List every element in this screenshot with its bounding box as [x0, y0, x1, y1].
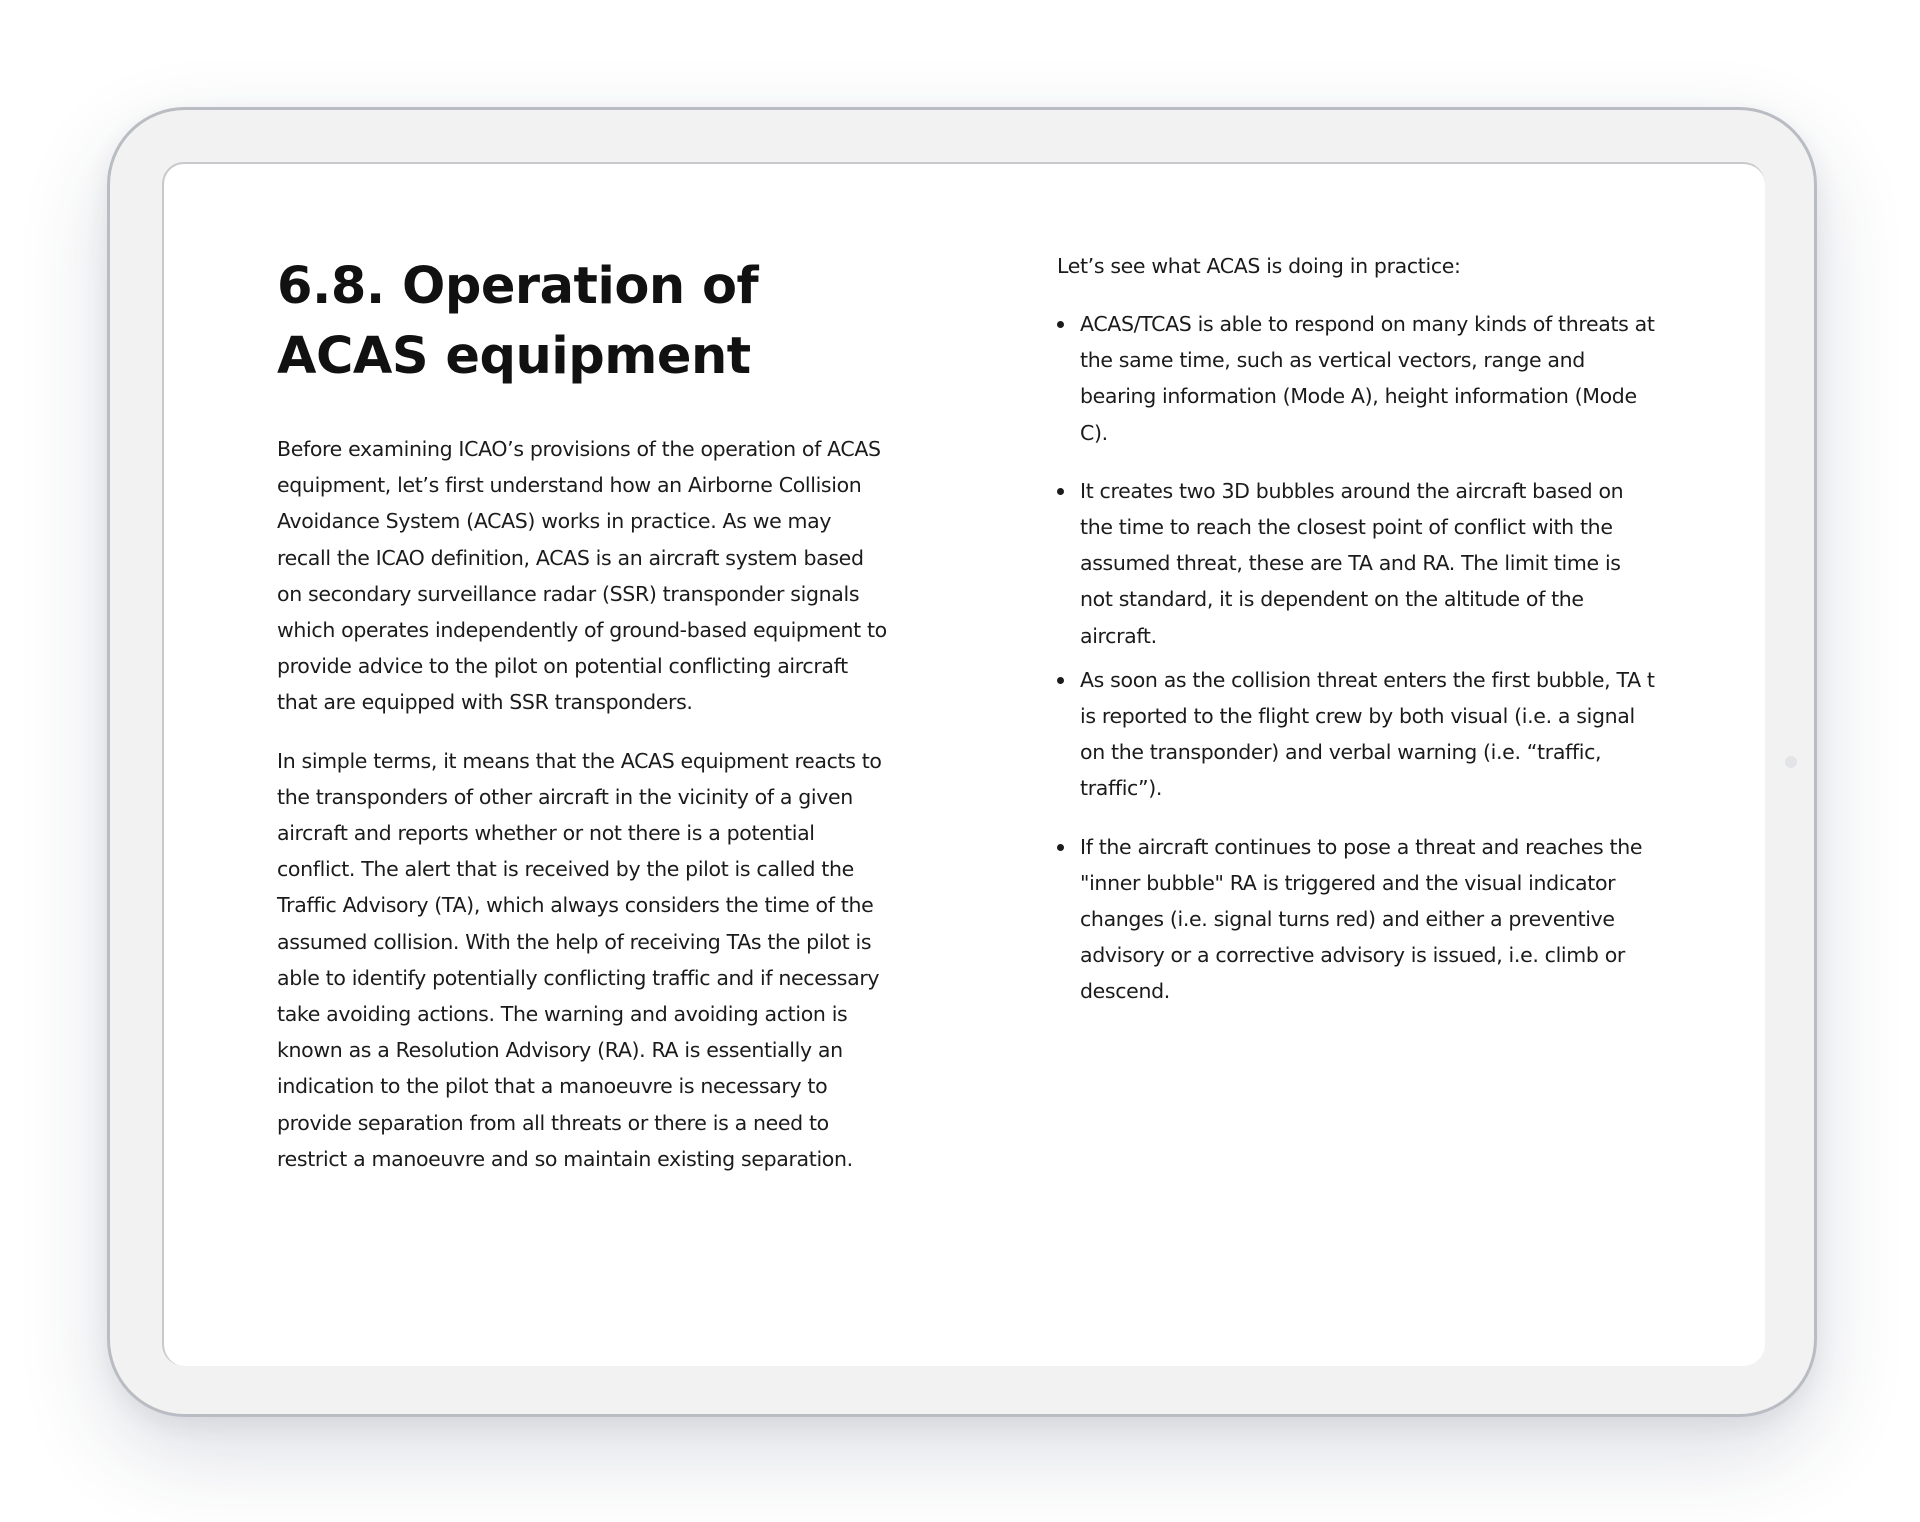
left-column	[277, 252, 887, 1177]
paragraph-acas-intro: Before examining ICAO’s provisions of the operation of ACAS equipment, let’s first understand how an Airborne Collision Avoidance System (ACAS) works in practice. As we may recall the ICAO definition, ACAS is an aircraft system based on secondary surveillance radar (SSR) transponder signals which operates independently of ground-based equipment to provide advice to the pilot on potential conflicting aircraft that are equipped with SSR transponders.	[277, 437, 887, 715]
tablet-screen	[162, 162, 1765, 1366]
bullet-icon	[1057, 844, 1064, 851]
practice-intro: Let’s see what ACAS is doing in practice:	[1057, 254, 1461, 278]
camera-dot	[1785, 756, 1797, 768]
list-item-text: As soon as the collision threat enters the first bubble, TA t is reported to the flight crew by both visual (i.e. a signal on the transponder) and verbal warning (i.e. “traffic, traffic”).	[1080, 667, 1655, 801]
list-item-text: It creates two 3D bubbles around the aircraft based on the time to reach the closest point of conflict with the assumed threat, these are TA and RA. The limit time is not standard, it is dependent on the altitude of the aircraft.	[1080, 478, 1624, 648]
practice-list	[1057, 306, 1657, 1010]
right-column	[1057, 248, 1657, 1032]
paragraph-simple-terms: In simple terms, it means that the ACAS equipment reacts to the transponders of other aircraft in the vicinity of a given aircraft and reports whether or not there is a potential conflict. The alert that is received by the pilot is called the Traffic Advisory (TA), which always considers the time of the assumed collision. With the help of receiving TAs the pilot is able to identify potentially conflicting traffic and if necessary take avoiding actions. The warning and avoiding action is known as a Resolution Advisory (RA). RA is essentially an indication to the pilot that a manoeuvre is necessary to provide separation from all threats or there is a need to restrict a manoeuvre and so maintain existing separation.	[277, 748, 882, 1171]
tablet-frame	[107, 107, 1817, 1417]
list-item-text: ACAS/TCAS is able to respond on many kinds of threats at the same time, such as vertical vectors, range and bearing information (Mode A), height information (Mode C).	[1080, 312, 1655, 445]
bullet-icon	[1057, 321, 1064, 328]
page-title: 6.8. Operation of ACAS equipment	[277, 257, 759, 386]
list-item	[1057, 829, 1657, 1010]
list-item	[1057, 473, 1657, 654]
list-item	[1057, 662, 1657, 807]
bullet-icon	[1057, 488, 1064, 495]
list-item	[1057, 306, 1657, 451]
list-item-text: If the aircraft continues to pose a threat and reaches the "inner bubble" RA is triggered and the visual indicator changes (i.e. signal turns red) and either a preventive advisory or a corrective advisory is issued, i.e. climb or descend.	[1080, 834, 1643, 1004]
bullet-icon	[1057, 677, 1064, 684]
